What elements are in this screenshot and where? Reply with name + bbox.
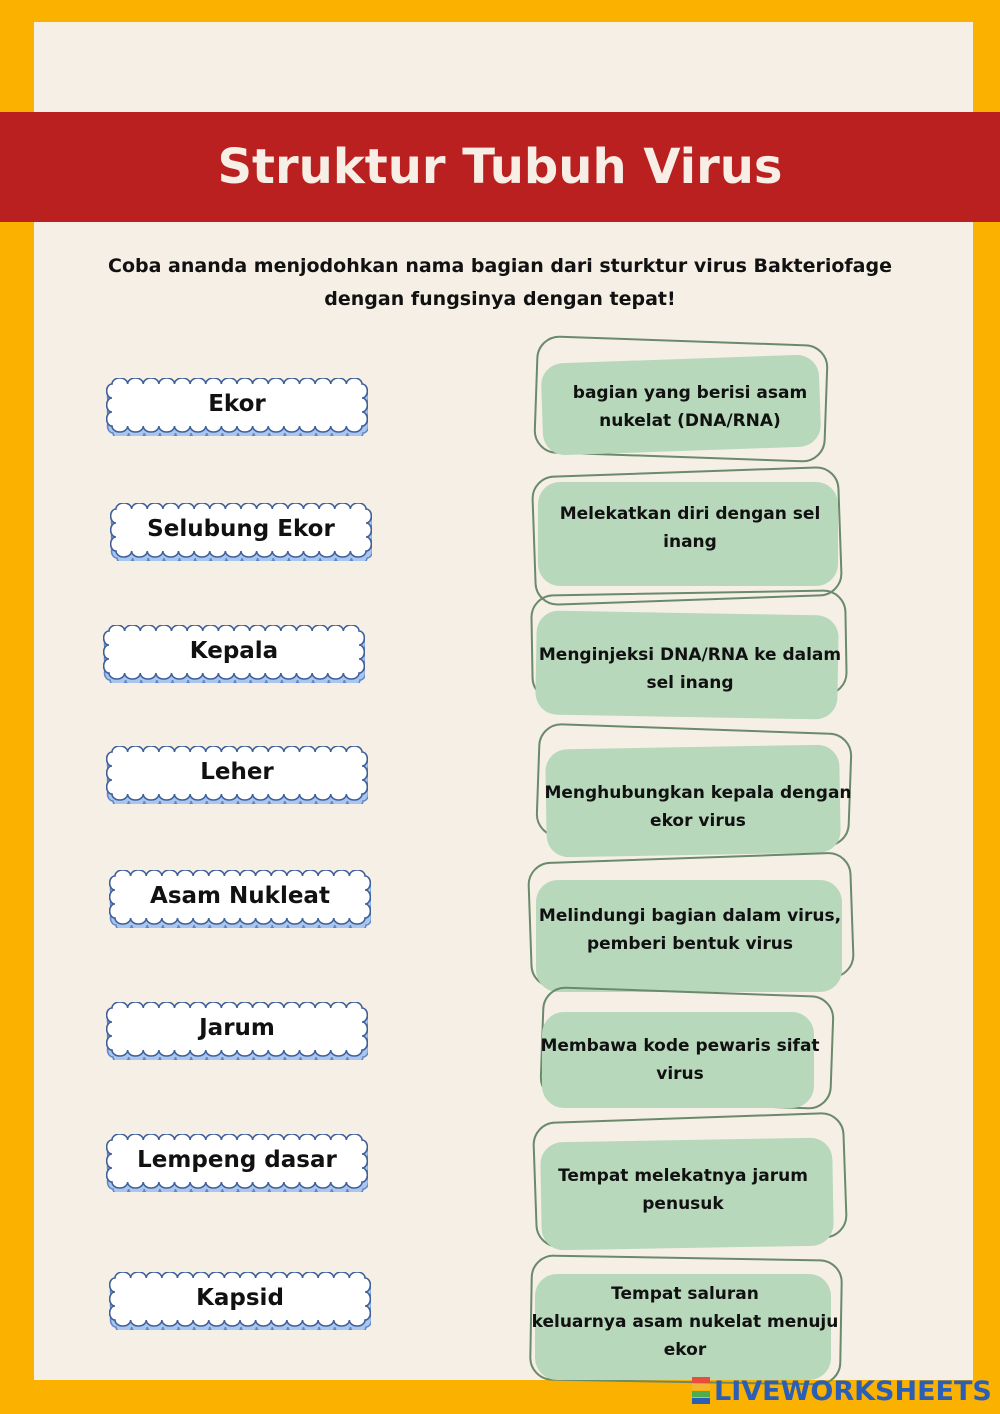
logo-mark-icon	[692, 1377, 710, 1405]
function-text: Tempat saluran keluarnya asam nukelat menuju ekor	[531, 1284, 839, 1360]
term-card[interactable]	[109, 870, 371, 928]
function-text: bagian yang berisi asam nukelat (DNA/RNA)	[572, 383, 808, 431]
term-label: Selubung Ekor	[147, 516, 335, 542]
function-card[interactable]	[530, 607, 850, 731]
term-label: Kapsid	[196, 1285, 284, 1311]
term-card[interactable]	[106, 378, 368, 436]
term-card[interactable]	[110, 503, 372, 561]
function-card[interactable]	[538, 745, 858, 869]
function-card[interactable]	[520, 998, 840, 1122]
term-label: Kepala	[189, 638, 279, 664]
function-card[interactable]	[530, 466, 850, 590]
term-label: Ekor	[208, 391, 266, 417]
liveworksheets-logo	[692, 1374, 992, 1408]
term-card[interactable]	[106, 1134, 368, 1192]
term-label: Jarum	[199, 1015, 275, 1041]
term-card[interactable]	[109, 1272, 371, 1330]
function-text: Menginjeksi DNA/RNA ke dalam sel inang	[538, 645, 842, 693]
page-title: Struktur Tubuh Virus	[217, 139, 783, 195]
term-card[interactable]	[106, 1002, 368, 1060]
function-text: Tempat melekatnya jarum penusuk	[558, 1166, 808, 1214]
function-text: Membawa kode pewaris sifat virus	[540, 1036, 820, 1084]
function-card[interactable]	[523, 1128, 843, 1252]
function-card[interactable]	[525, 1260, 845, 1384]
term-card[interactable]	[106, 746, 368, 804]
term-label: Leher	[200, 759, 274, 785]
title-banner	[0, 112, 1000, 222]
function-text: Melekatkan diri dengan sel inang	[559, 504, 821, 552]
function-card[interactable]	[530, 345, 850, 469]
function-text: Menghubungkan kepala dengan ekor virus	[544, 783, 852, 831]
function-text: Melindungi bagian dalam virus, pemberi bentuk virus	[538, 906, 842, 954]
logo-text: LIVEWORKSHEETS	[714, 1375, 992, 1407]
term-label: Asam Nukleat	[150, 883, 330, 909]
instructions-line-1: Coba ananda menjodohkan nama bagian dari sturktur virus Bakteriofage	[108, 255, 892, 277]
instructions-line-2: dengan fungsinya dengan tepat!	[324, 288, 676, 310]
term-label: Lempeng dasar	[137, 1147, 337, 1173]
function-card[interactable]	[530, 868, 850, 992]
instructions	[90, 250, 910, 316]
term-card[interactable]	[103, 625, 365, 683]
